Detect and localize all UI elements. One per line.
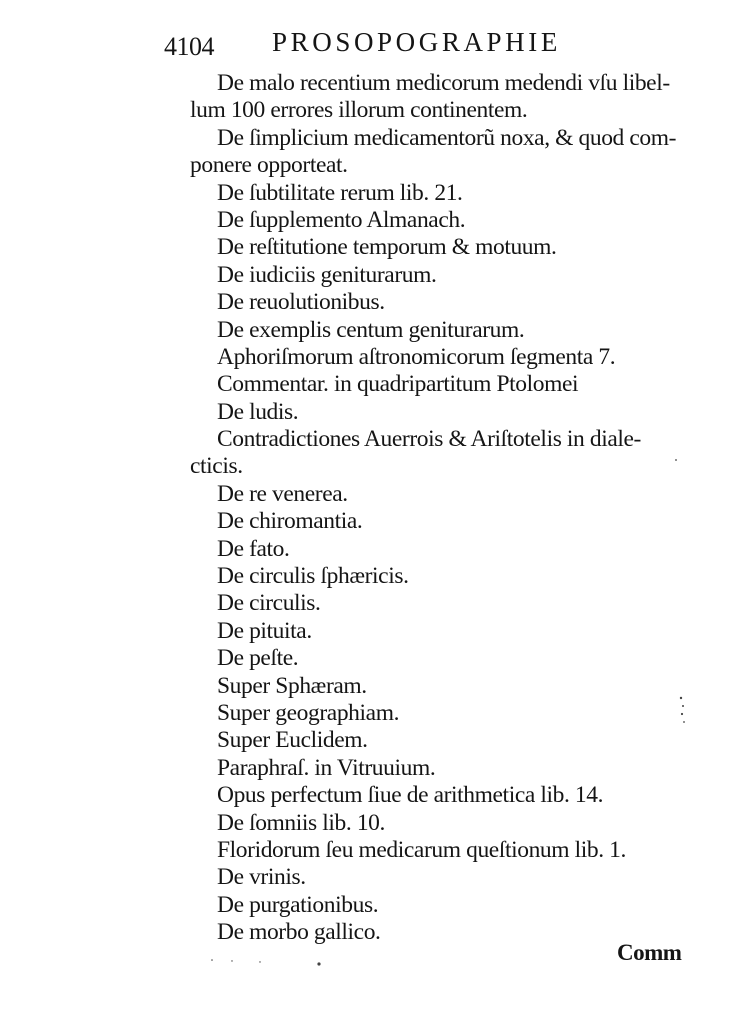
entry-line: Super Sphæram. xyxy=(217,672,367,699)
entry-line: De reuolutionibus. xyxy=(217,289,385,316)
entry-line: Contradictiones Auerrois & Ariſtotelis in diale- xyxy=(217,426,641,453)
entry-line: ponere opporteat. xyxy=(190,152,348,179)
entry-line: De ſomniis lib. 10. xyxy=(217,809,385,836)
entry-line: De purgationibus. xyxy=(217,891,379,918)
entry-line: De pituita. xyxy=(217,617,312,644)
entry-line: De malo recentium medicorum medendi vſu libel- xyxy=(217,70,670,96)
entry-line: Super Euclidem. xyxy=(217,727,368,754)
entry-line: De chiromantia. xyxy=(217,508,363,535)
entry-line: De morbo gallico. xyxy=(217,919,381,946)
entry-line: De reſtitutione temporum & motuum. xyxy=(217,234,557,261)
entry-line: De ſupplemento Almanach. xyxy=(217,206,466,233)
entry-line: Floridorum ſeu medicarum queſtionum lib. 1. xyxy=(217,836,627,863)
entry-line: De ſimplicium medicamentorũ noxa, & quod com- xyxy=(217,124,677,151)
entry-line: De vrinis. xyxy=(217,864,306,891)
entry-line: De circulis. xyxy=(217,590,321,617)
entry-line: Aphoriſmorum aſtronomicorum ſegmenta 7. xyxy=(217,343,616,370)
entry-line: De ſubtilitate rerum lib. 21. xyxy=(217,179,463,206)
entry-line: Paraphraſ. in Vitruuium. xyxy=(217,754,436,781)
running-title: PROSOPOGRAPHIE xyxy=(272,27,561,57)
entry-line: De ludis. xyxy=(217,398,299,425)
entry-line: Super geographiam. xyxy=(217,699,400,726)
entry-line: Opus perfectum ſiue de arithmetica lib. 14. xyxy=(217,782,604,809)
entry-line: De circulis ſphæricis. xyxy=(217,563,409,590)
entry-line: De re venerea. xyxy=(217,480,348,507)
entry-line: De peſte. xyxy=(217,645,299,672)
bibliography-list xyxy=(0,70,743,947)
entry-line: De iudiciis geniturarum. xyxy=(217,261,437,288)
entry-line: De fato. xyxy=(217,535,290,562)
catchword: Comm xyxy=(617,940,682,965)
page-header xyxy=(0,24,743,68)
entry-line: Commentar. in quadripartitum Ptolomei xyxy=(217,371,579,398)
page-number: 4104 xyxy=(164,32,214,61)
entry-line: De exemplis centum geniturarum. xyxy=(217,316,525,343)
entry-line: lum 100 errores illorum continentem. xyxy=(190,97,528,124)
entry-line: cticis. xyxy=(190,453,243,480)
